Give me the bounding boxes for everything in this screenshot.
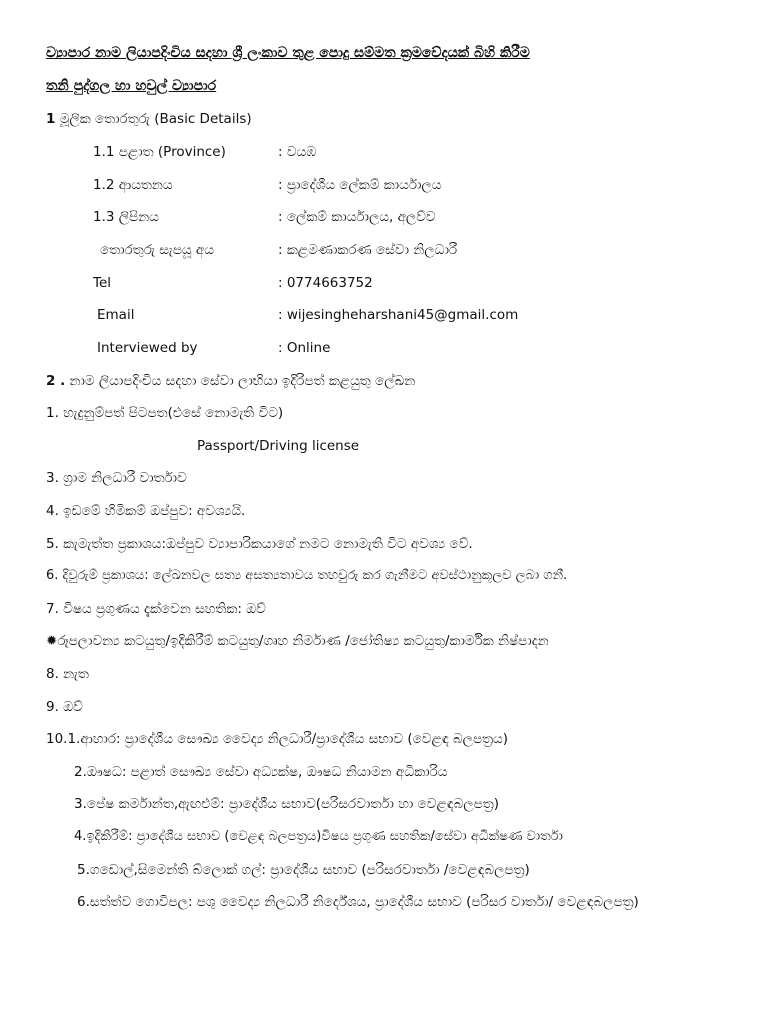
- list-item: 6. දිවුරුම් ප්‍රකාශය: ලේඛනවල සත්‍ය අසත්‍යතාවය තහවුරු කර ගැනීමට අවස්ථානුකූලව ලබා ගනී.: [46, 568, 568, 583]
- address-value: : ලේකම් කාර්යාලය, අලව්ව: [278, 209, 436, 225]
- list-item-sub: Passport/Driving license: [197, 438, 360, 454]
- list-item: 4. ඉඩමේ හිමිකම් ඔප්පුව: අවශ්‍යයි.: [46, 503, 246, 519]
- list-item: 10.1.ආහාර: ප්‍රාදේශීය සෞඛ්‍ය වෛද්‍ය නිලධාරී/ප්‍රාදේශීය සභාව (වෙළඳ බලපත්‍රය): [46, 731, 509, 747]
- email-value: : wijesingheharshani45@gmail.com: [278, 307, 519, 323]
- province-label: 1.1 පළාත (Province): [93, 144, 226, 160]
- informant-value: : කළමණාකරණ සේවා නිලධාරී: [278, 242, 458, 258]
- list-item: 1. හැදුනුම්පත් පිටපත(එසේ නොමැති විට): [46, 405, 284, 421]
- list-item: 3. ග්‍රාම නිලධාරී වාර්තාව: [46, 470, 187, 486]
- section1-heading: [46, 110, 252, 128]
- section2-number: 2 .: [46, 373, 66, 389]
- institution-label: 1.2 ආයතනය: [93, 177, 173, 193]
- informant-label: තොරතුරු සැපයූ අය: [100, 242, 214, 258]
- list-item: 5. කැමැත්ත ප්‍රකාශය:ඔප්පුව ව්‍යාපාරිකයාගේ නමට නොමැති විට අවශ්‍ය වේ.: [46, 536, 473, 552]
- list-item: 2.ඖෂධ: පළාත් සෞඛ්‍ය සේවා අධ්‍යක්ෂ, ඖෂධ නියාමන අධිකාරිය: [74, 764, 448, 780]
- list-item: 7. විෂය ප්‍රගුණය දැක්වෙන සහතික: ඔව්: [46, 601, 266, 617]
- bullet-icon: ✹: [46, 633, 58, 649]
- document-subtitle: තනි පුද්ගල හා හවුල් ව්‍යාපාර: [46, 78, 217, 94]
- section2-heading: [46, 372, 415, 390]
- section2-title: නාම ලියාපදිංචිය සදහා සේවා ලාභියා ඉදිරිපත් කළයුතු ලේඛන: [65, 373, 416, 389]
- list-item: 9. ඔව්: [46, 699, 83, 715]
- interviewed-value: : Online: [278, 340, 331, 356]
- tel-label: Tel: [93, 275, 112, 291]
- document-title: ව්‍යාපාර නාම ලියාපදිංචිය සදහා ශ්‍රී ලංකාව තුළ පොදු සම්මත ක්‍රමවේදයක් බිහි කිරීම: [46, 45, 530, 61]
- email-label: Email: [97, 307, 135, 323]
- bullet-text: රූපලාවන්‍ය කටයුතු/ඉදිකිරීම් කටයුතු/ගෘහ නිර්මාණ /ජෝතිෂ්‍ය කටයුතු/කාර්මික නිෂ්පාදන: [57, 633, 549, 649]
- section1-title: මූලික තොරතුරු (Basic Details): [55, 111, 252, 127]
- institution-value: : ප්‍රාදේශීය ලේකම් කාර්යාලය: [278, 177, 442, 193]
- province-value: : වයඹ: [278, 144, 317, 160]
- section1-number: 1: [46, 111, 56, 127]
- list-item: 5.ගඩොල්,සිමෙන්ති බ්ලොක් ගල්: ප්‍රාදේශීය සභාව (පරිසරවාර්තා /වෙළඳබලපත්‍ර): [77, 862, 530, 878]
- list-item: 8. නැත: [46, 666, 89, 682]
- list-item: 4.ඉදිකිරීම්: ප්‍රාදේශීය සභාව (වෙළඳ බලපත්‍රය)විෂය ප්‍රගුණ සහතික/සේවා අධීක්ෂණ වාර්තා: [74, 829, 563, 844]
- list-item: 6.සත්ත්ව ගොවිපල: පශු වෛද්‍ය නිලධාරී නිර්දේශය, ප්‍රාදේශීය සභාව (පරිසර වාර්තා/ වෙළඳබලපත්‍ර): [77, 894, 639, 910]
- list-item: 3.පේෂ කර්මාන්ත,ඇඟළුම්: ප්‍රාදේශීය සභාව(පරිසරවාර්තා හා වෙළඳබලපත්‍ර): [74, 796, 499, 812]
- tel-value: : 0774663752: [278, 275, 373, 291]
- interviewed-label: Interviewed by: [97, 340, 198, 356]
- address-label: 1.3 ලිපිනය: [93, 209, 159, 225]
- bullet-item: [46, 632, 549, 650]
